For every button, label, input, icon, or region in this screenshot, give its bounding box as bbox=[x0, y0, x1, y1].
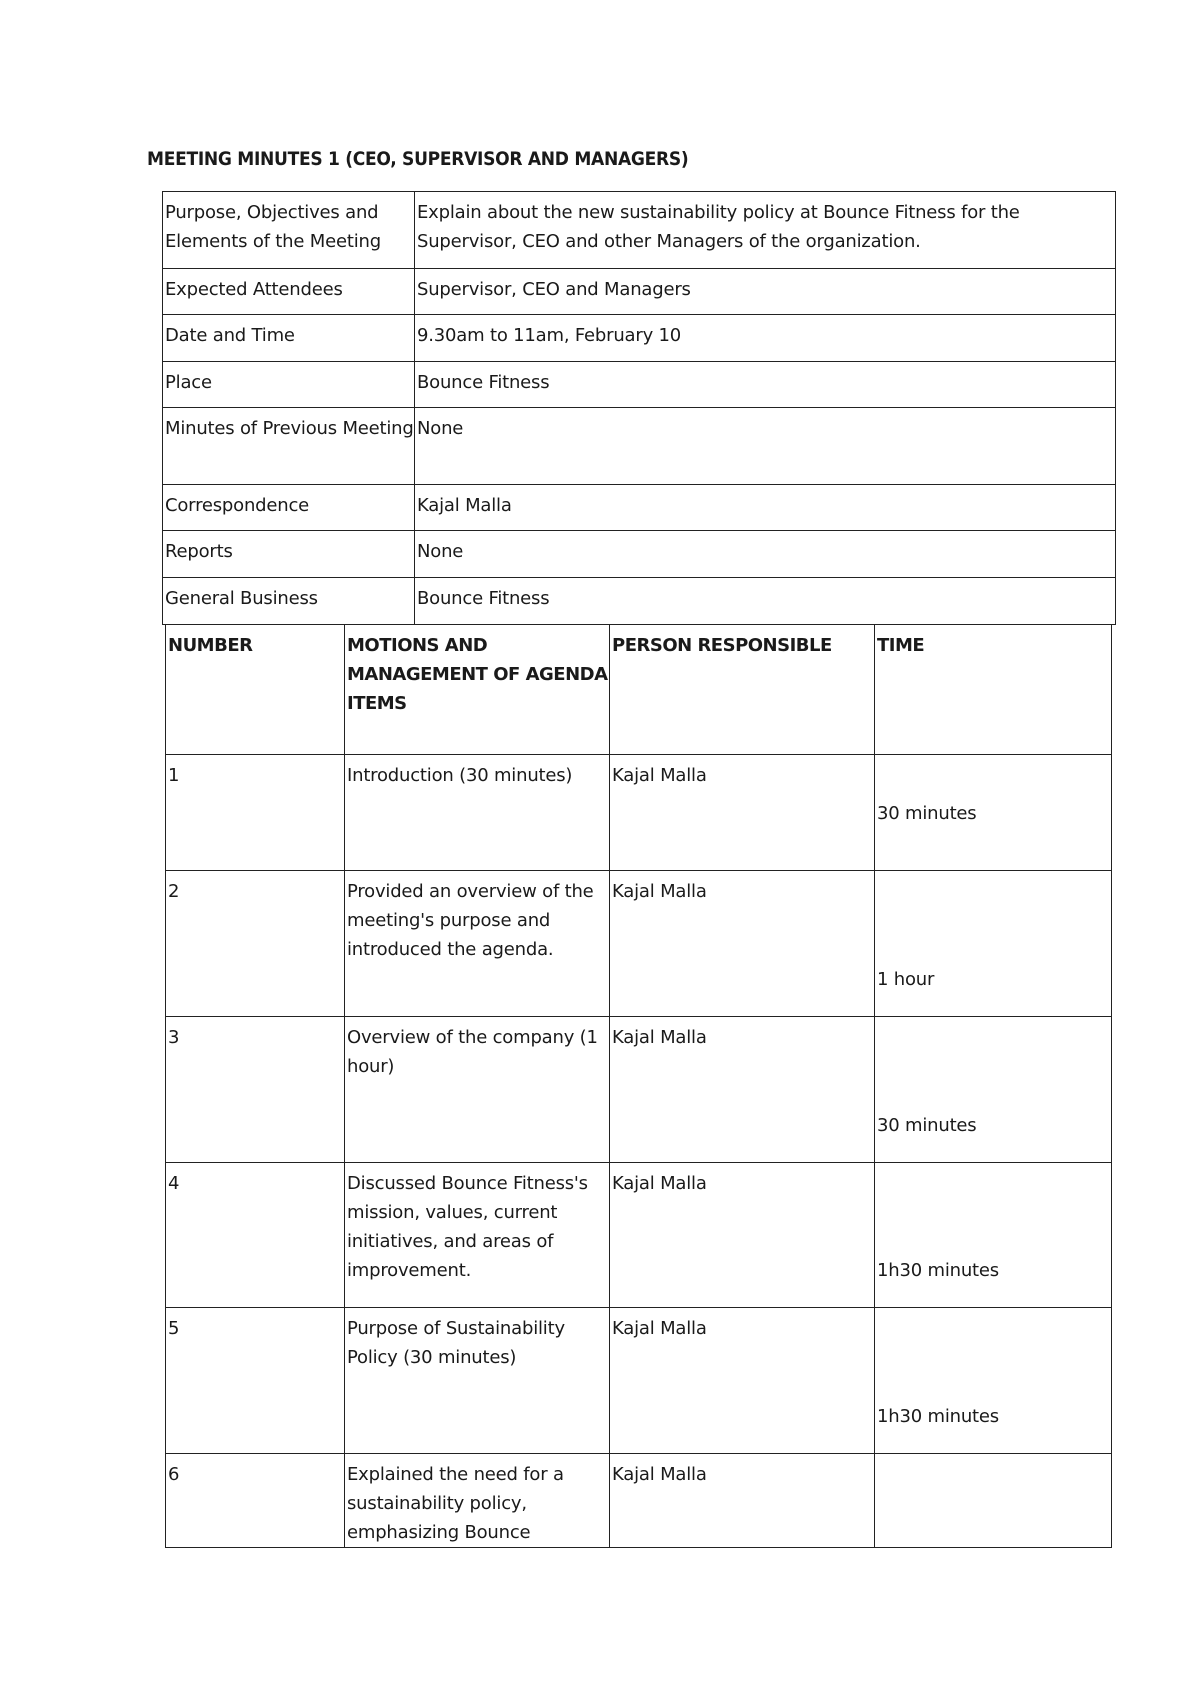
info-value: None bbox=[415, 408, 1116, 485]
agenda-item: Explained the need for a sustainability policy, emphasizing Bounce bbox=[345, 1454, 610, 1548]
header-motions: MOTIONS AND MANAGEMENT OF AGENDA ITEMS bbox=[345, 625, 610, 755]
header-number: NUMBER bbox=[166, 625, 345, 755]
info-label: Minutes of Previous Meeting bbox=[163, 408, 415, 485]
info-value: Bounce Fitness bbox=[415, 578, 1116, 625]
header-time: TIME bbox=[875, 625, 1112, 755]
agenda-person: Kajal Malla bbox=[610, 871, 875, 1017]
meeting-info-row bbox=[163, 315, 1116, 362]
meeting-info-row bbox=[163, 192, 1116, 269]
agenda-number: 5 bbox=[166, 1308, 345, 1454]
agenda-time: 1h30 minutes bbox=[877, 1406, 999, 1427]
info-value: 9.30am to 11am, February 10 bbox=[415, 315, 1116, 362]
agenda-row bbox=[166, 1454, 1112, 1548]
agenda-row bbox=[166, 1163, 1112, 1308]
meeting-info-row bbox=[163, 269, 1116, 315]
agenda-number: 3 bbox=[166, 1017, 345, 1163]
agenda-table bbox=[165, 624, 1112, 1548]
info-label: Correspondence bbox=[163, 485, 415, 531]
agenda-person: Kajal Malla bbox=[610, 755, 875, 871]
agenda-person: Kajal Malla bbox=[610, 1017, 875, 1163]
document-title: MEETING MINUTES 1 (CEO, SUPERVISOR AND MANAGERS) bbox=[147, 148, 689, 170]
agenda-header-row bbox=[166, 625, 1112, 755]
agenda-item: Provided an overview of the meeting's purpose and introduced the agenda. bbox=[345, 871, 610, 1017]
agenda-time-cell bbox=[875, 755, 1112, 871]
info-label: Date and Time bbox=[163, 315, 415, 362]
agenda-time-cell bbox=[875, 1163, 1112, 1308]
agenda-time: 30 minutes bbox=[877, 803, 977, 824]
agenda-row bbox=[166, 755, 1112, 871]
agenda-row bbox=[166, 1308, 1112, 1454]
agenda-person: Kajal Malla bbox=[610, 1163, 875, 1308]
meeting-info-table bbox=[162, 191, 1116, 625]
agenda-person: Kajal Malla bbox=[610, 1308, 875, 1454]
agenda-row bbox=[166, 1017, 1112, 1163]
agenda-number: 1 bbox=[166, 755, 345, 871]
info-value: Kajal Malla bbox=[415, 485, 1116, 531]
agenda-number: 2 bbox=[166, 871, 345, 1017]
agenda-item: Introduction (30 minutes) bbox=[345, 755, 610, 871]
agenda-time-cell bbox=[875, 1308, 1112, 1454]
info-label: Expected Attendees bbox=[163, 269, 415, 315]
agenda-person: Kajal Malla bbox=[610, 1454, 875, 1548]
meeting-info-row bbox=[163, 408, 1116, 485]
agenda-time: 30 minutes bbox=[877, 1115, 977, 1136]
agenda-item: Discussed Bounce Fitness's mission, values, current initiatives, and areas of improvement. bbox=[345, 1163, 610, 1308]
info-value: Supervisor, CEO and Managers bbox=[415, 269, 1116, 315]
info-label: Place bbox=[163, 362, 415, 408]
agenda-item: Overview of the company (1 hour) bbox=[345, 1017, 610, 1163]
agenda-row bbox=[166, 871, 1112, 1017]
agenda-time-cell bbox=[875, 1454, 1112, 1548]
agenda-time: 1 hour bbox=[877, 969, 935, 990]
info-label: General Business bbox=[163, 578, 415, 625]
info-value: Explain about the new sustainability policy at Bounce Fitness for the Supervisor, CEO and other Managers of the organization. bbox=[415, 192, 1116, 269]
meeting-info-row bbox=[163, 485, 1116, 531]
info-value: Bounce Fitness bbox=[415, 362, 1116, 408]
header-person: PERSON RESPONSIBLE bbox=[610, 625, 875, 755]
meeting-info-row bbox=[163, 578, 1116, 625]
agenda-time-cell bbox=[875, 1017, 1112, 1163]
agenda-number: 6 bbox=[166, 1454, 345, 1548]
meeting-info-row bbox=[163, 531, 1116, 578]
agenda-time-cell bbox=[875, 871, 1112, 1017]
meeting-info-row bbox=[163, 362, 1116, 408]
info-label: Purpose, Objectives and Elements of the Meeting bbox=[163, 192, 415, 269]
agenda-number: 4 bbox=[166, 1163, 345, 1308]
info-value: None bbox=[415, 531, 1116, 578]
info-label: Reports bbox=[163, 531, 415, 578]
agenda-item: Purpose of Sustainability Policy (30 minutes) bbox=[345, 1308, 610, 1454]
agenda-time: 1h30 minutes bbox=[877, 1260, 999, 1281]
